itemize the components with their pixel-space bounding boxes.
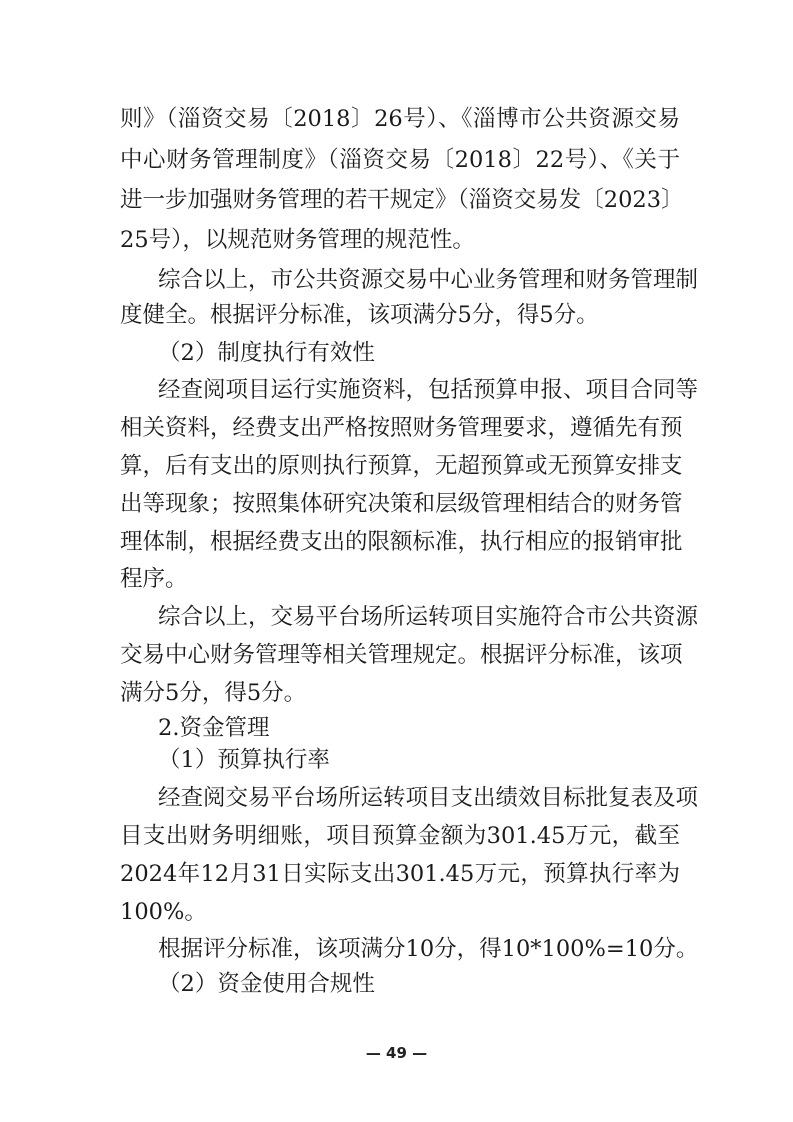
body-line: 理体制，根据经费支出的限额标准，执行相应的报销审批 (120, 529, 683, 555)
body-line: 100%。 (120, 899, 207, 925)
section-heading: （2）制度执行有效性 (158, 340, 375, 366)
body-line: 交易中心财务管理等相关管理规定。根据评分标准，该项 (120, 642, 683, 668)
section-heading: （1）预算执行率 (158, 747, 330, 773)
body-line: 中心财务管理制度》（淄资交易〔2018〕22号）、《关于 (120, 147, 680, 173)
body-line: 满分5分，得5分。 (120, 680, 307, 706)
body-line: 则》（淄资交易〔2018〕26号）、《淄博市公共资源交易 (120, 106, 680, 132)
paragraph-first-line: 经查阅项目运行实施资料，包括预算申报、项目合同等 (158, 377, 699, 403)
paragraph-first-line: 经查阅交易平台场所运转项目支出绩效目标批复表及项 (158, 785, 699, 811)
body-line: 2024年12月31日实际支出301.45万元，预算执行率为 (120, 861, 680, 887)
body-line: 目支出财务明细账，项目预算金额为301.45万元，截至 (120, 823, 680, 849)
section-heading: （2）资金使用合规性 (158, 971, 375, 997)
body-line: 出等现象；按照集体研究决策和层级管理相结合的财务管 (120, 491, 683, 517)
paragraph-first-line: 根据评分标准，该项满分10分，得10*100%=10分。 (158, 936, 699, 962)
paragraph-first-line: 综合以上，交易平台场所运转项目实施符合市公共资源 (158, 604, 699, 630)
body-line: 度健全。根据评分标准，该项满分5分，得5分。 (120, 302, 599, 328)
body-line: 25号），以规范财务管理的规范性。 (120, 227, 475, 253)
section-heading: 2.资金管理 (158, 715, 270, 741)
paragraph-first-line: 综合以上，市公共资源交易中心业务管理和财务管理制 (158, 267, 699, 293)
body-line: 进一步加强财务管理的若干规定》（淄资交易发〔2023〕 (120, 187, 684, 213)
page-number: — 49 — (365, 1044, 428, 1062)
body-line: 程序。 (120, 566, 188, 592)
body-line: 算，后有支出的原则执行预算，无超预算或无预算安排支 (120, 453, 683, 479)
body-line: 相关资料，经费支出严格按照财务管理要求，遵循先有预 (120, 415, 683, 441)
